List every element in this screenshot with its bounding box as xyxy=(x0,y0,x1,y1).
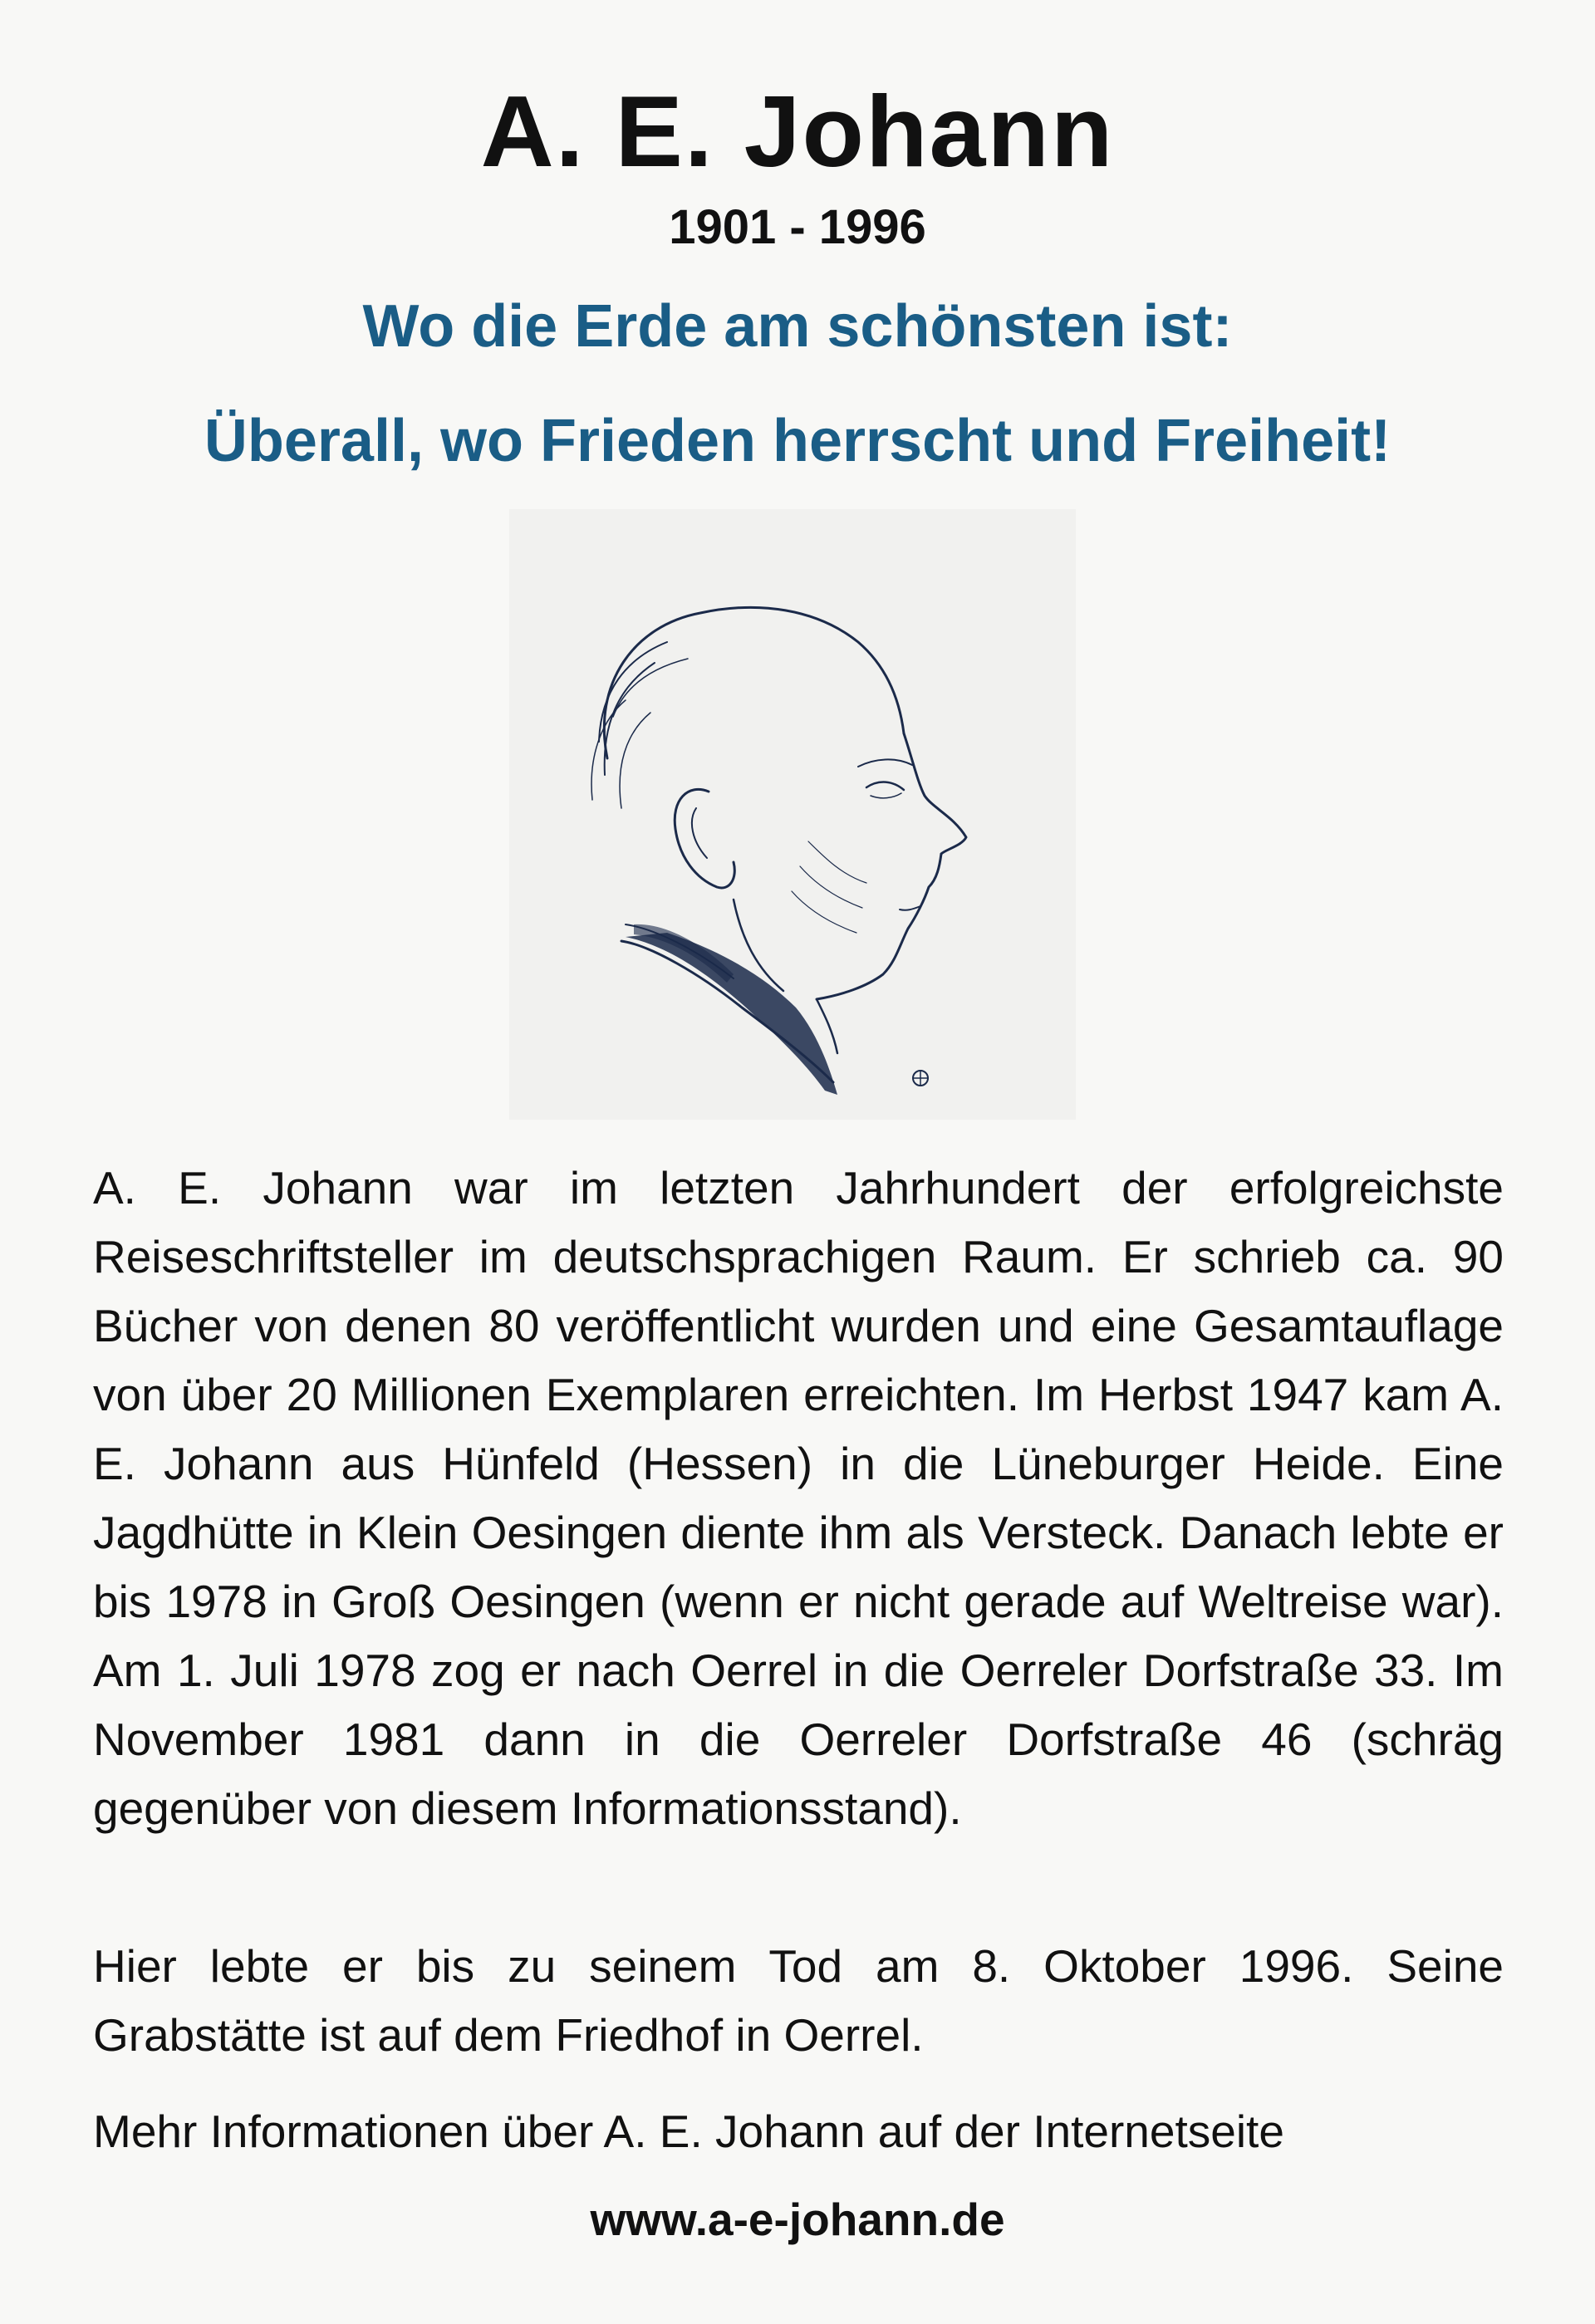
motto-line-1: Wo die Erde am schönsten ist: xyxy=(362,293,1233,360)
website-url: www.a-e-johann.de xyxy=(590,2194,1005,2245)
death-paragraph: Hier lebte er bis zu seinem Tod am 8. Oktober 1996. Seine Grabstätte ist auf dem Friedhof in Oerrel. xyxy=(93,1940,1504,2061)
biography-paragraph: A. E. Johann war im letzten Jahrhundert der erfolgreichste Reiseschriftsteller im deutschsprachigen Raum. Er schrieb ca. 90 Bücher von denen 80 veröffentlicht wurden und eine Gesamtauflage von über 20 Millionen Exemplaren erreichten. Im Herbst 1947 kam A. E. Johann aus Hünfeld (Hessen) in die Lüneburger Heide. Eine Jagdhütte in Klein Oesingen diente ihm als Versteck. Danach lebte er bis 1978 in Groß Oesingen (wenn er nicht gerade auf Weltreise war). Am 1. Juli 1978 zog er nach Oerrel in die Oerreler Dorfstraße 33. Im November 1981 dann in die Oerreler Dorfstraße 46 (schräg gegenüber von diesem Informationsstand). xyxy=(93,1162,1504,1834)
page-title: A. E. Johann xyxy=(480,75,1115,188)
life-years: 1901 - 1996 xyxy=(669,200,926,254)
motto-line-2: Überall, wo Frieden herrscht und Freiheit! xyxy=(204,408,1391,474)
more-info-text: Mehr Informationen über A. E. Johann auf der Internetseite xyxy=(93,2106,1284,2157)
portrait-sketch-icon xyxy=(509,509,1076,1120)
